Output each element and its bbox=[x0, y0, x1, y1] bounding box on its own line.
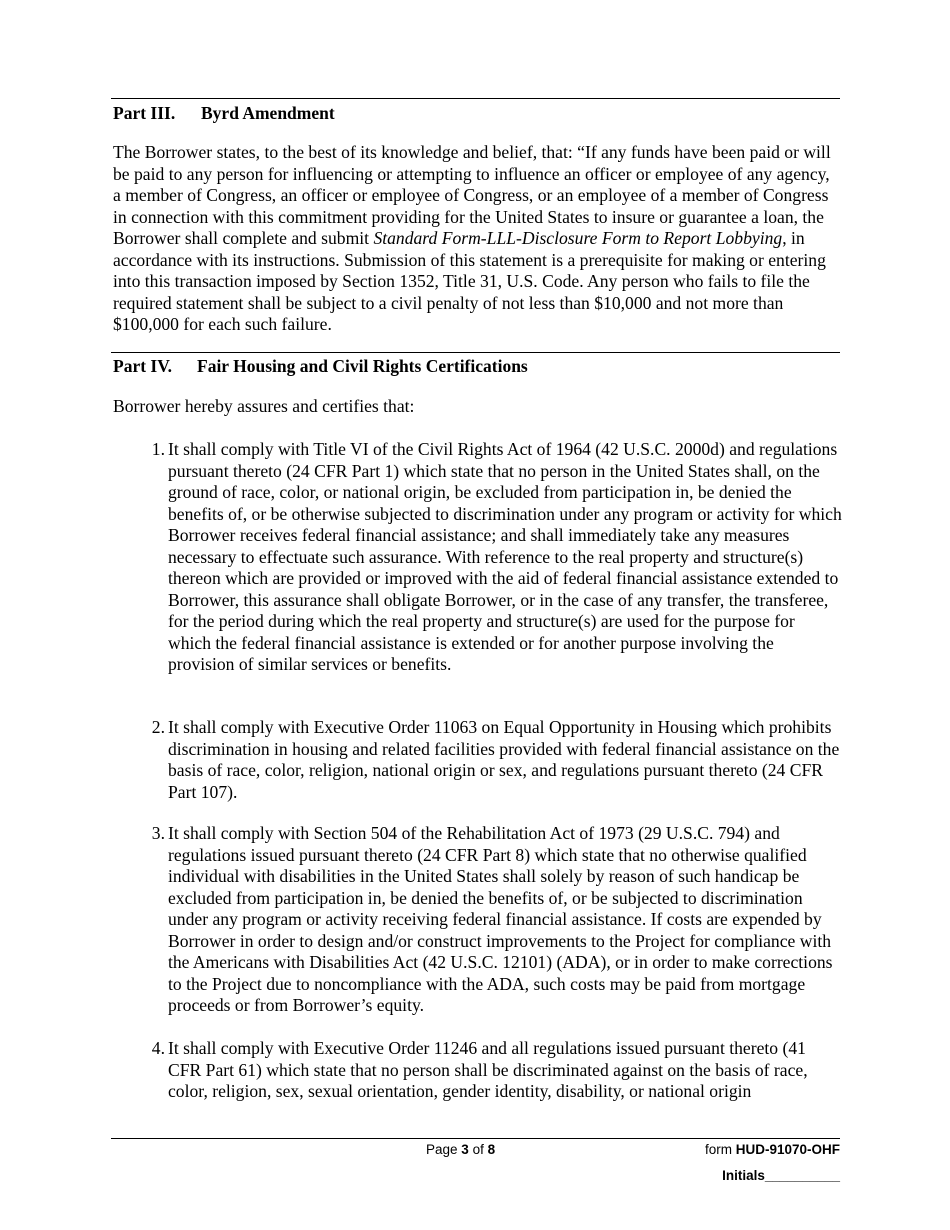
part3-heading bbox=[113, 102, 335, 124]
part3-body-end: , in accordance with its instructions. Submission of this statement is a prerequisite for making or entering into this transaction imposed by Section 1352, Title 31, U.S. Code. Any person who fails to file the required statement shall be subject to a civil penalty of not less than $10,000 and not more than $100,000 for each such failure. bbox=[113, 228, 826, 334]
part3-form-reference: Standard Form-LLL-Disclosure Form to Report Lobbying bbox=[373, 228, 783, 248]
part3-title: Byrd Amendment bbox=[201, 103, 335, 123]
list-item bbox=[137, 1038, 842, 1103]
part4-intro: Borrower hereby assures and certifies that: bbox=[113, 396, 415, 416]
list-item-text: It shall comply with Executive Order 11246 and all regulations issued pursuant thereto (41 CFR Part 61) which state that no person shall be discriminated against on the basis of race, color, religion, sex, sexual orientation, gender identity, disability, or national origin bbox=[168, 1038, 808, 1101]
form-identifier bbox=[705, 1141, 840, 1158]
section-divider bbox=[111, 98, 840, 99]
list-item-number: 1. bbox=[151, 439, 165, 459]
list-item-text: It shall comply with Section 504 of the Rehabilitation Act of 1973 (29 U.S.C. 794) and regulations issued pursuant thereto (24 CFR Part 8) which state that no otherwise qualified individual with disabilities in the United States shall solely by reason of such handicap be excluded from participation in, be denied the benefits of, or be subjected to discrimination under any program or activity receiving federal financial assistance. If costs are expended by Borrower in order to design and/or construct improvements to the Project for compliance with the Americans with Disabilities Act (42 U.S.C. 12101) (ADA), or in order to make corrections to the Project due to noncompliance with the ADA, such costs may be paid from mortgage proceeds or from Borrower’s equity. bbox=[168, 823, 833, 1015]
list-item-number: 2. bbox=[151, 717, 165, 737]
footer-divider bbox=[111, 1138, 840, 1139]
part3-body-start: The Borrower states, to the best of its knowledge and belief, that: “If any funds have been paid or will be paid to any person for influencing or attempting to influence an officer or employee of any agency, a member of Congress, an officer or employee of Congress, or an employee of a member of Congress in connection with this commitment providing for the United States to insure or guarantee a loan, the Borrower shall complete and submit bbox=[113, 142, 831, 248]
list-item bbox=[137, 717, 842, 803]
part4-heading bbox=[113, 355, 528, 377]
page-number bbox=[426, 1141, 495, 1158]
part4-number: Part IV. bbox=[113, 356, 172, 376]
list-item-text: It shall comply with Executive Order 11063 on Equal Opportunity in Housing which prohibits discrimination in housing and related facilities provided with federal financial assistance on the basis of race, color, religion, national origin or sex, and regulations pursuant thereto (24 CFR Part 107). bbox=[168, 717, 840, 802]
page-of: of bbox=[472, 1142, 484, 1157]
form-id: HUD-91070-OHF bbox=[735, 1142, 840, 1157]
part3-number: Part III. bbox=[113, 103, 176, 123]
list-item bbox=[137, 439, 842, 676]
list-item-text: It shall comply with Title VI of the Civil Rights Act of 1964 (42 U.S.C. 2000d) and regulations pursuant thereto (24 CFR Part 1) which state that no person in the United States shall, on the ground of race, color, or national origin, be excluded from participation in, be denied the benefits of, or be otherwise subjected to discrimination under any program or activity for which Borrower receives federal financial assistance; and shall immediately take any measures necessary to effectuate such assurance. With reference to the real property and structure(s) thereon which are provided or improved with the aid of federal financial assistance extended to Borrower, this assurance shall obligate Borrower, or in the case of any transfer, the transferee, for the period during which the real property and structure(s) are used for the purpose for which the federal financial assistance is extended or for another purpose involving the provision of similar services or benefits. bbox=[168, 439, 842, 674]
part4-title: Fair Housing and Civil Rights Certifications bbox=[197, 356, 528, 376]
list-item-number: 4. bbox=[151, 1038, 165, 1058]
page-label: Page bbox=[426, 1142, 458, 1157]
initials-field: Initials__________ bbox=[722, 1168, 840, 1183]
section-divider bbox=[111, 352, 840, 353]
page-total: 8 bbox=[487, 1142, 496, 1157]
form-label: form bbox=[704, 1142, 732, 1157]
part3-body bbox=[113, 142, 841, 336]
list-item-number: 3. bbox=[151, 823, 165, 843]
page-current: 3 bbox=[461, 1142, 469, 1157]
list-item bbox=[137, 823, 842, 1017]
